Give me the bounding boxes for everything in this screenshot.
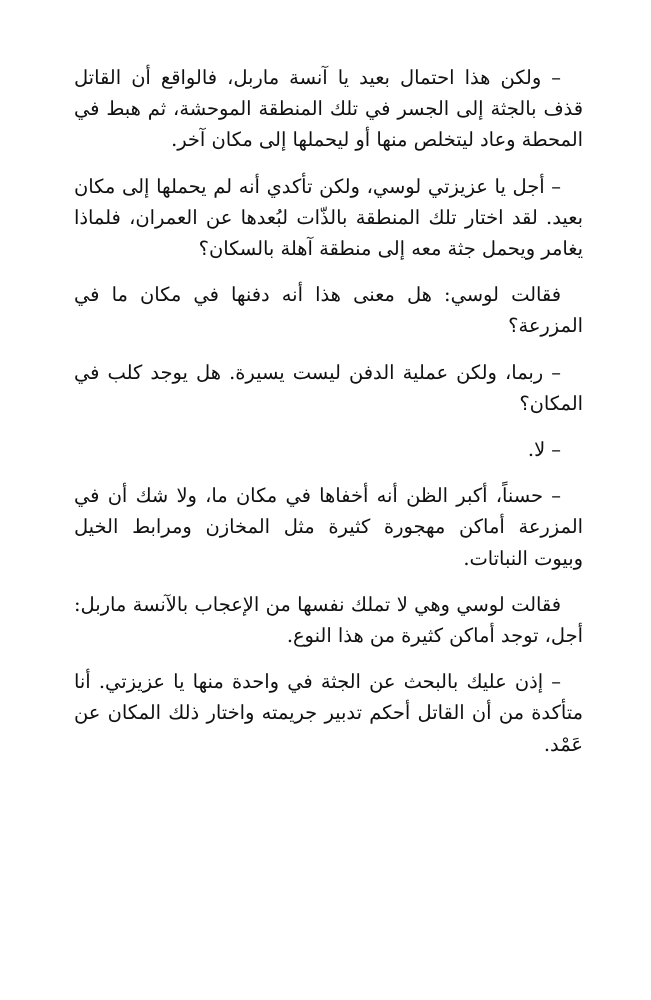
paragraph-8: – إذن عليك بالبحث عن الجثة في واحدة منها يا عزيزتي. أنا متأكدة من أن القاتل أحكم تدبير جريمته واختار ذلك المكان عن عَمْد. — [74, 670, 583, 756]
paragraph-2: – أجل يا عزيزتي لوسي، ولكن تأكدي أنه لم يحملها إلى مكان بعيد. لقد اختار تلك المنطقة بالذّات لبُعدها عن العمران، فلماذا يغامر ويحمل جثة معه إلى منطقة آهلة بالسكان؟ — [74, 174, 583, 261]
paragraph-3: فقالت لوسي: هل معنى هذا أنه دفنها في مكان ما في المزرعة؟ — [74, 283, 583, 338]
paragraph-5: – لا. — [527, 438, 561, 462]
paragraph-6: – حسناً، أكبر الظن أنه أخفاها في مكان ما، ولا شك أن في المزرعة أماكن مهجورة كثيرة مثل المخازن ومرابط الخيل وبيوت النباتات. — [74, 484, 583, 570]
paragraph-7: فقالت لوسي وهي لا تملك نفسها من الإعجاب بالآنسة ماربل: أجل، توجد أماكن كثيرة من هذا النوع. — [74, 592, 583, 648]
paragraph-1: – ولكن هذا احتمال بعيد يا آنسة ماربل، فالواقع أن القاتل قذف بالجثة إلى الجسر في تلك المنطقة الموحشة، ثم هبط في المحطة وعاد ليتخلص منها أو ليحملها إلى مكان آخر. — [74, 66, 583, 152]
book-page — [74, 62, 583, 760]
paragraph-4: – ربما، ولكن عملية الدفن ليست يسيرة. هل يوجد كلب في المكان؟ — [74, 360, 583, 415]
